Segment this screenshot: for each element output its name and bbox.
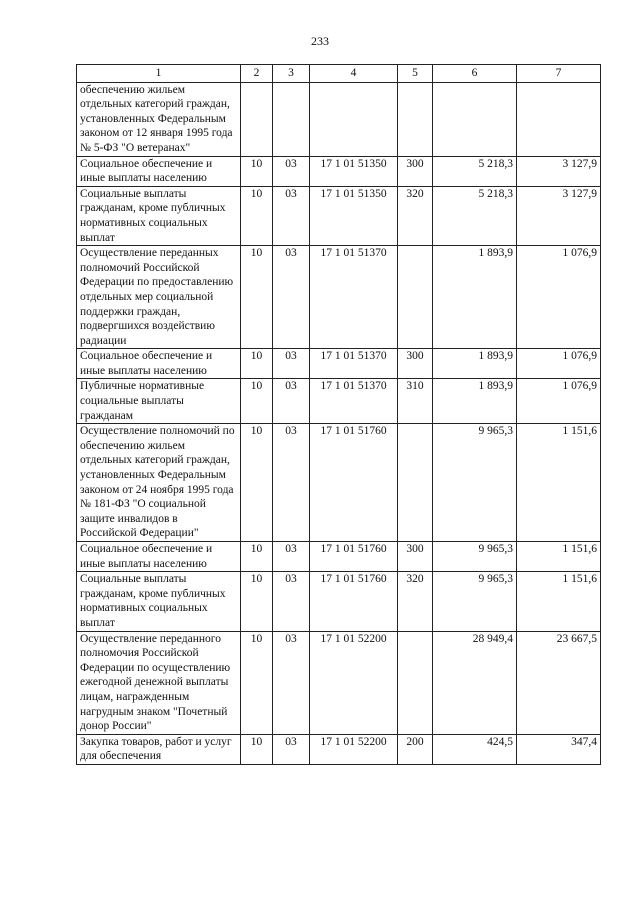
row-expense-type: 300 [398,156,433,186]
row-name: Социальное обеспечение и иные выплаты населению [77,349,241,379]
row-amount-2 [517,82,601,156]
page-number: 233 [311,34,329,48]
row-subsection: 03 [273,246,310,349]
row-amount-1: 9 965,3 [433,424,517,542]
row-section: 10 [241,734,273,764]
row-amount-1: 9 965,3 [433,572,517,631]
row-amount-1: 1 893,9 [433,349,517,379]
row-target-code: 17 1 01 51760 [310,572,398,631]
row-expense-type [398,424,433,542]
table-row [77,734,601,764]
row-expense-type: 320 [398,186,433,245]
row-expense-type [398,631,433,734]
table-row [77,349,601,379]
row-target-code: 17 1 01 52200 [310,734,398,764]
table-row [77,186,601,245]
row-expense-type: 200 [398,734,433,764]
header-col-2: 2 [241,65,273,83]
row-target-code: 17 1 01 51760 [310,542,398,572]
row-amount-2: 1 151,6 [517,542,601,572]
row-amount-1: 5 218,3 [433,156,517,186]
row-subsection: 03 [273,349,310,379]
row-amount-2: 3 127,9 [517,186,601,245]
row-expense-type [398,82,433,156]
row-amount-1: 5 218,3 [433,186,517,245]
row-amount-1: 424,5 [433,734,517,764]
row-target-code: 17 1 01 52200 [310,631,398,734]
row-subsection: 03 [273,186,310,245]
row-name: Социальное обеспечение и иные выплаты населению [77,156,241,186]
row-amount-1 [433,82,517,156]
row-subsection [273,82,310,156]
budget-table [76,64,601,765]
row-expense-type: 300 [398,542,433,572]
table-row [77,631,601,734]
row-target-code [310,82,398,156]
row-target-code: 17 1 01 51350 [310,186,398,245]
row-name: Социальные выплаты гражданам, кроме публичных нормативных социальных выплат [77,572,241,631]
row-amount-1: 1 893,9 [433,379,517,424]
row-amount-2: 1 076,9 [517,246,601,349]
header-col-7: 7 [517,65,601,83]
table-row [77,156,601,186]
row-amount-2: 23 667,5 [517,631,601,734]
row-amount-2: 3 127,9 [517,156,601,186]
row-target-code: 17 1 01 51370 [310,349,398,379]
row-name: Осуществление переданных полномочий Российской Федерации по предоставлению отдельных мер социальной поддержки граждан, подвергшихся воздействию радиации [77,246,241,349]
row-section: 10 [241,631,273,734]
row-target-code: 17 1 01 51760 [310,424,398,542]
row-name: Публичные нормативные социальные выплаты гражданам [77,379,241,424]
row-expense-type: 300 [398,349,433,379]
row-section: 10 [241,379,273,424]
row-section [241,82,273,156]
table-row [77,424,601,542]
row-amount-2: 1 076,9 [517,349,601,379]
row-amount-1: 9 965,3 [433,542,517,572]
row-amount-1: 28 949,4 [433,631,517,734]
row-name: Закупка товаров, работ и услуг для обеспечения [77,734,241,764]
row-expense-type: 310 [398,379,433,424]
row-section: 10 [241,186,273,245]
row-subsection: 03 [273,572,310,631]
row-section: 10 [241,349,273,379]
table-row [77,572,601,631]
row-subsection: 03 [273,734,310,764]
row-amount-1: 1 893,9 [433,246,517,349]
row-subsection: 03 [273,424,310,542]
row-subsection: 03 [273,542,310,572]
table-row [77,246,601,349]
row-section: 10 [241,246,273,349]
header-col-3: 3 [273,65,310,83]
row-subsection: 03 [273,156,310,186]
table-row [77,379,601,424]
row-section: 10 [241,156,273,186]
row-section: 10 [241,572,273,631]
row-subsection: 03 [273,379,310,424]
row-expense-type [398,246,433,349]
row-section: 10 [241,424,273,542]
row-name: Осуществление полномочий по обеспечению жильем отдельных категорий граждан, установленных Федеральным законом от 24 ноября 1995 года № 181-ФЗ "О социальной защите инвалидов в Российской Федерации" [77,424,241,542]
row-name: Социальное обеспечение и иные выплаты населению [77,542,241,572]
table-row [77,82,601,156]
header-col-4: 4 [310,65,398,83]
header-col-1: 1 [77,65,241,83]
row-target-code: 17 1 01 51350 [310,156,398,186]
row-name: Социальные выплаты гражданам, кроме публичных нормативных социальных выплат [77,186,241,245]
header-col-5: 5 [398,65,433,83]
row-amount-2: 347,4 [517,734,601,764]
row-subsection: 03 [273,631,310,734]
row-expense-type: 320 [398,572,433,631]
row-target-code: 17 1 01 51370 [310,379,398,424]
row-name: Осуществление переданного полномочия Российской Федерации по осуществлению ежегодной денежной выплаты лицам, награжденным нагрудным знаком "Почетный донор России" [77,631,241,734]
row-amount-2: 1 151,6 [517,424,601,542]
row-amount-2: 1 151,6 [517,572,601,631]
row-target-code: 17 1 01 51370 [310,246,398,349]
row-section: 10 [241,542,273,572]
row-name: обеспечению жильем отдельных категорий граждан, установленных Федеральным законом от 12 января 1995 года № 5-ФЗ "О ветеранах" [77,82,241,156]
row-amount-2: 1 076,9 [517,379,601,424]
header-row [77,65,601,83]
table-row [77,542,601,572]
header-col-6: 6 [433,65,517,83]
